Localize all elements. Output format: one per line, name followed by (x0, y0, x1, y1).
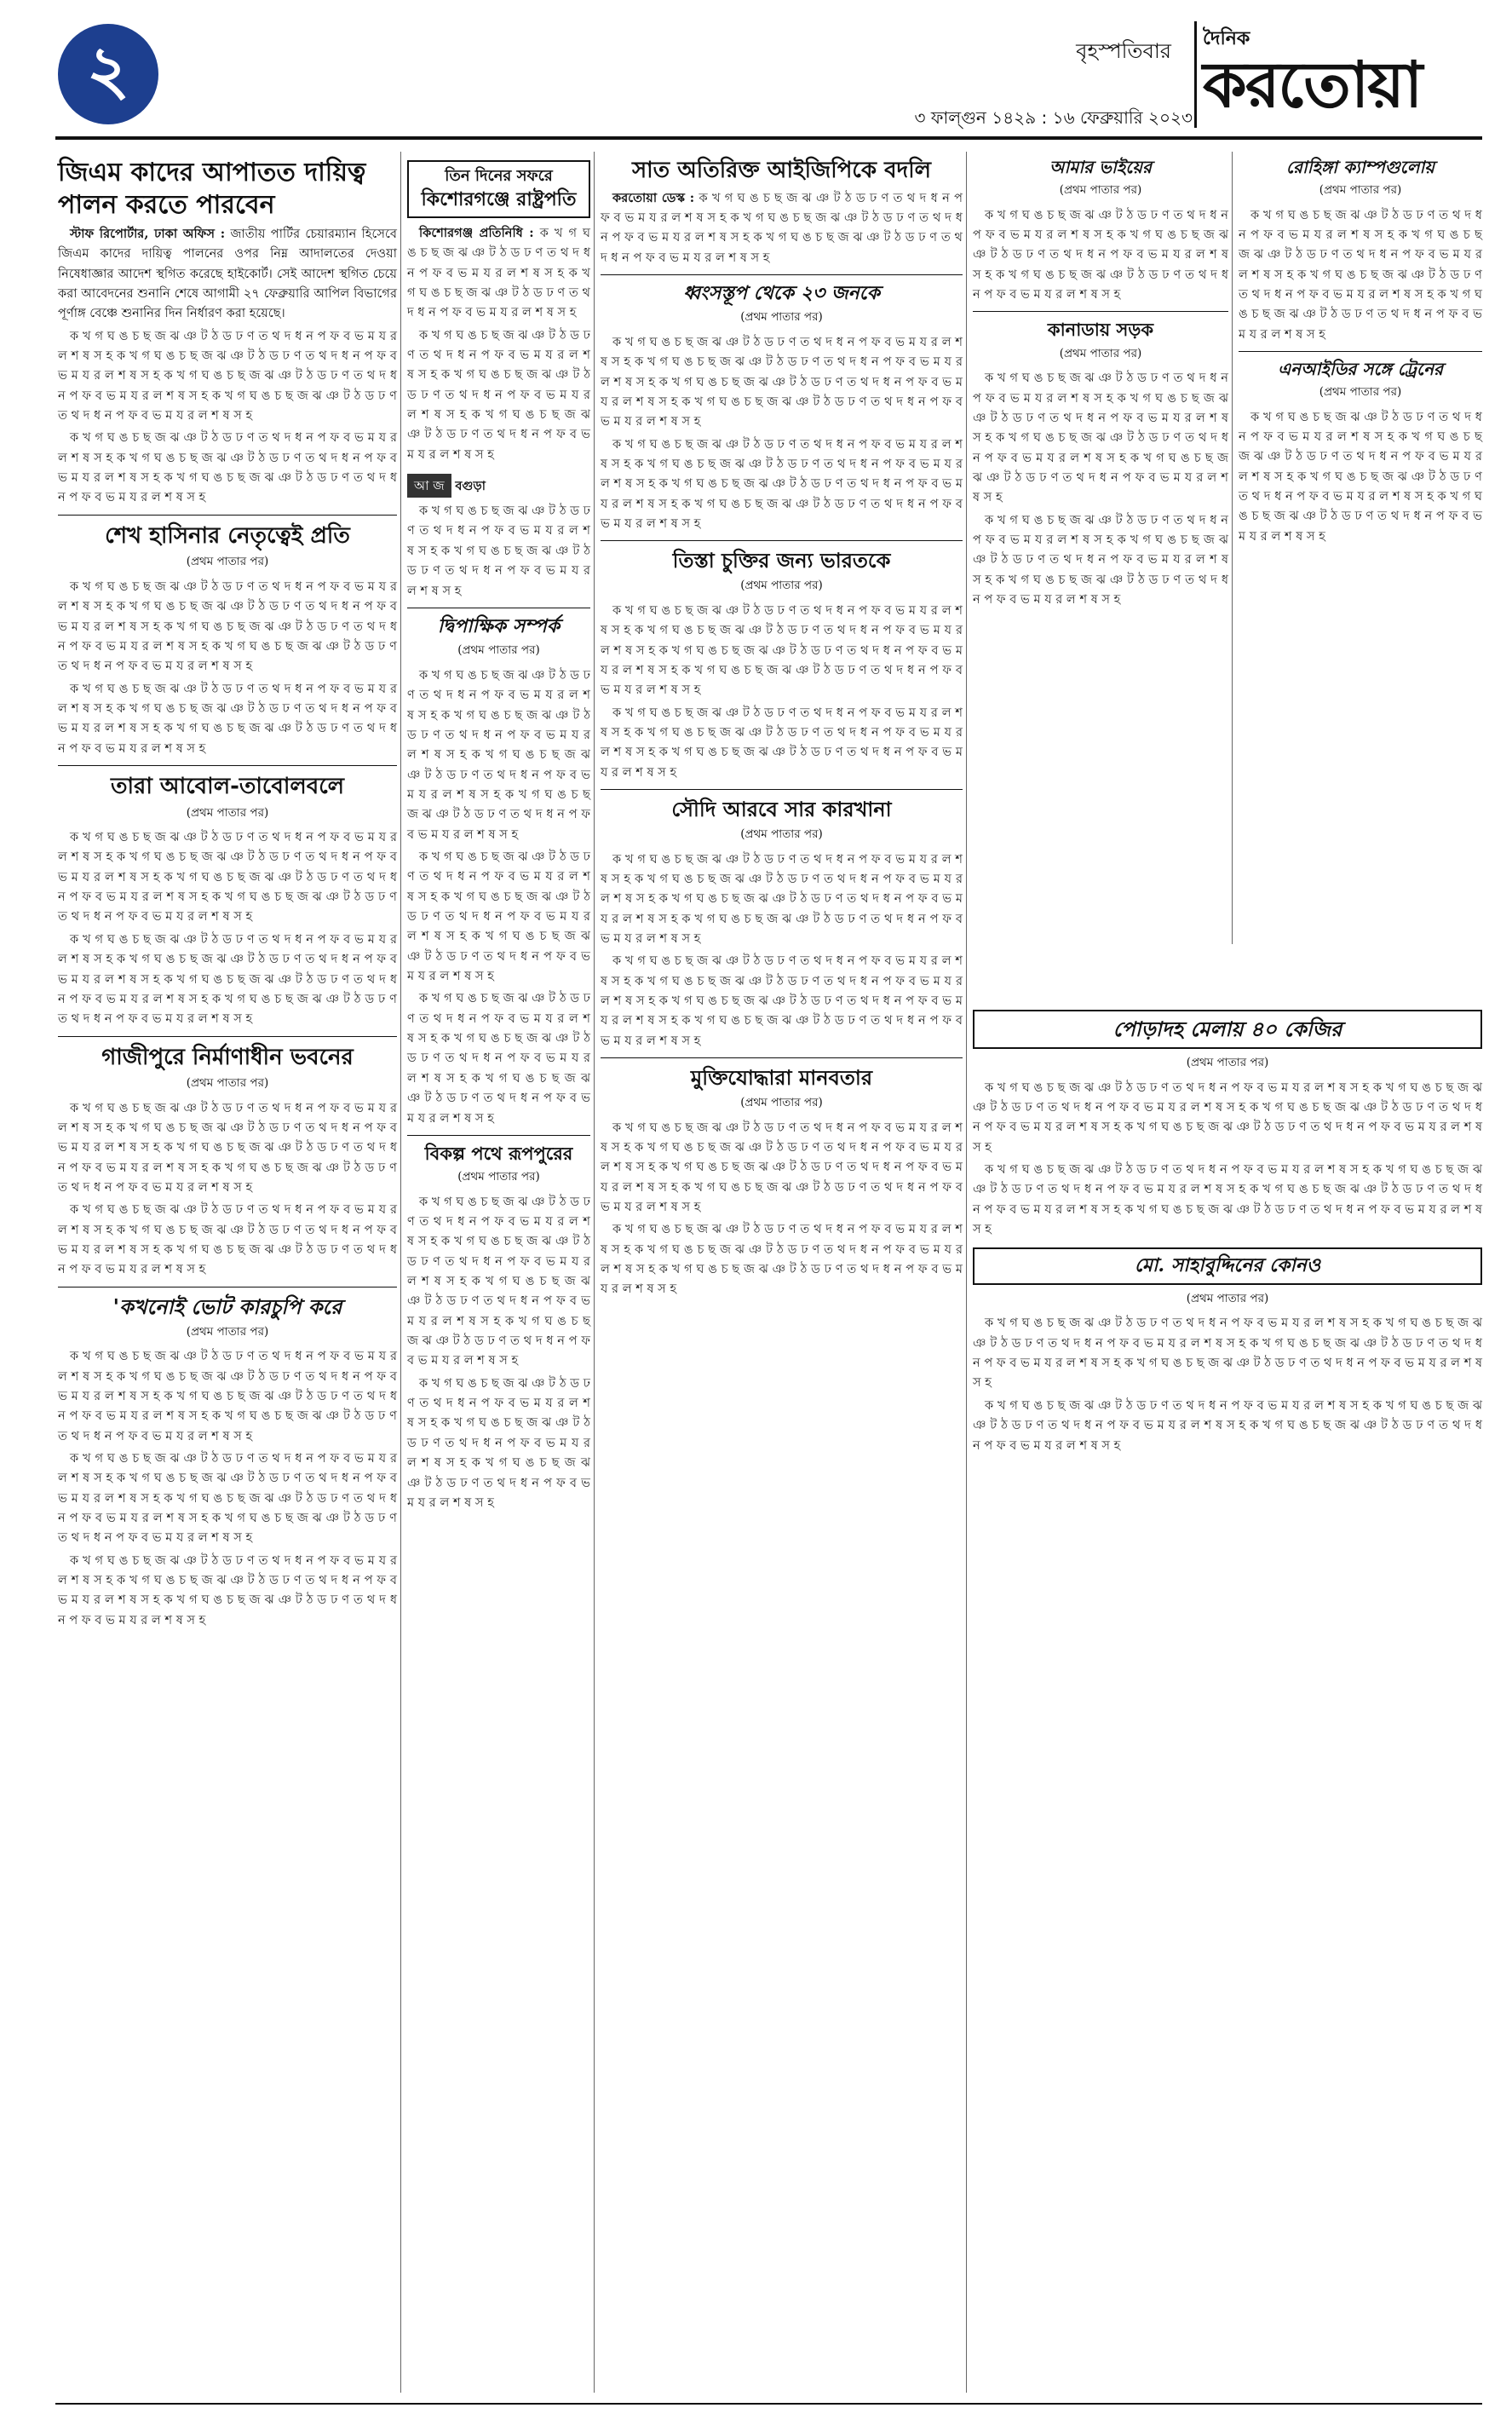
boxed-headline-president (407, 160, 590, 218)
masthead (0, 0, 1512, 149)
divider (601, 789, 963, 790)
continuation-note: (প্রথম পাতার পর) (1319, 385, 1402, 399)
boxed-headline-shahabuddin (973, 1247, 1482, 1285)
divider (407, 1135, 590, 1136)
headline-rooppur: বিকল্প পথে রূপপুরের (424, 1143, 573, 1164)
column-a: জিএম কাদের আপাতত দায়িত্ব পালন করতে পারবেন স্টাফ রিপোর্টার, ঢাকা অফিস : জাতীয় পার্টির চেয়ারম্যান হিসেবে জিএম কাদের দায়িত্ব পালনের ওপর নিম্ন আদালতের দেওয়া নিষেধাজ্ঞার আদেশ স্থগিত করেছে হাইকোর্ট। সেই আদেশ স্থগিত চেয়ে করা আবেদনের শুনানি শেষে আগামী ২৭ ফেব্রুয়ারি আপিল বিভাগের পূর্ণাঙ্গ বেঞ্চে শুনানির দিন নির্ধারণ করা হয়েছে। ক খ গ ঘ ঙ চ ছ জ ঝ ঞ ট ঠ ড ঢ ণ ত থ দ ধ ন প ফ ব ভ ম য র ল শ ষ স হ ক খ গ ঘ ঙ চ ছ জ ঝ ঞ ট ঠ ড ঢ ণ ত থ দ ধ ন প ফ ব ভ ম য র ল শ ষ স হ ক খ গ ঘ ঙ চ ছ জ ঝ ঞ ট ঠ ড ঢ ণ ত থ দ ধ ন প ফ ব ভ ম য র ল শ ষ স হ ক খ গ ঘ ঙ চ ছ জ ঝ ঞ ট ঠ ড ঢ ণ ত থ দ ধ ন প ফ ব ভ ম য র ল শ ষ স হ ক খ গ ঘ ঙ চ ছ জ ঝ ঞ ট ঠ ড ঢ ণ ত থ দ ধ ন প ফ ব ভ ম য র ল শ ষ স হ ক খ গ ঘ ঙ চ ছ জ ঝ ঞ ট ঠ ড ঢ ণ ত থ দ ধ ন প ফ ব ভ ম য র ল শ ষ স হ ক খ গ ঘ ঙ চ ছ জ ঝ ঞ ট ঠ ড ঢ ণ ত থ দ ধ ন প ফ ব ভ ম য র ল শ ষ স হ শেখ হাসিনার নেতৃত্বেই প্রতি (প্রথম পাতার পর) ক খ গ ঘ ঙ চ ছ জ ঝ ঞ ট ঠ ড ঢ ণ ত থ দ ধ ন প ফ ব ভ ম য র ল শ ষ স হ ক খ গ ঘ ঙ চ ছ জ ঝ ঞ ট ঠ ড ঢ ণ ত থ দ ধ ন প ফ ব ভ ম য র ল শ ষ স হ ক খ গ ঘ ঙ চ ছ জ ঝ ঞ ট ঠ ড ঢ ণ ত থ দ ধ ন প ফ ব ভ ম য র ল শ ষ স হ ক খ গ ঘ ঙ চ ছ জ ঝ ঞ ট ঠ ড ঢ ণ ত থ দ ধ ন প ফ ব ভ ম য র ল শ ষ স হ ক খ গ ঘ ঙ চ ছ জ ঝ ঞ ট ঠ ড ঢ ণ ত থ দ ধ ন প ফ ব ভ ম য র ল শ ষ স হ ক খ গ ঘ ঙ চ ছ জ ঝ ঞ ট ঠ ড ঢ ণ ত থ দ ধ ন প ফ ব ভ ম য র ল শ ষ স হ ক খ গ ঘ ঙ চ ছ জ ঝ ঞ ট ঠ ড ঢ ণ ত থ দ ধ ন প ফ ব ভ ম য র ল শ ষ স হ তারা আবোল-তাবোলবলে (প্রথম পাতার পর) ক খ গ ঘ ঙ চ ছ জ ঝ ঞ ট ঠ ড ঢ ণ ত থ দ ধ ন প ফ ব ভ ম য র ল শ ষ স হ ক খ গ ঘ ঙ চ ছ জ ঝ ঞ ট ঠ ড ঢ ণ ত থ দ ধ ন প ফ ব ভ ম য র ল শ ষ স হ ক খ গ ঘ ঙ চ ছ জ ঝ ঞ ট ঠ ড ঢ ণ ত থ দ ধ ন প ফ ব ভ ম য র ল শ ষ স হ ক খ গ ঘ ঙ চ ছ জ ঝ ঞ ট ঠ ড ঢ ণ ত থ দ ধ ন প ফ ব ভ ম য র ল শ ষ স হ ক খ গ ঘ ঙ চ ছ জ ঝ ঞ ট ঠ ড ঢ ণ ত থ দ ধ ন প ফ ব ভ ম য র ল শ ষ স হ ক খ গ ঘ ঙ চ ছ জ ঝ ঞ ট ঠ ড ঢ ণ ত থ দ ধ ন প ফ ব ভ ম য র ল শ ষ স হ ক খ গ ঘ ঙ চ ছ জ ঝ ঞ ট ঠ ড ঢ ণ ত থ দ ধ ন প ফ ব ভ ম য র ল শ ষ স হ ক খ গ ঘ ঙ চ ছ জ ঝ ঞ ট ঠ ড ঢ ণ ত থ দ ধ ন প ফ ব ভ ম য র ল শ ষ স হ গাজীপুরে নির্মাণাধীন ভবনের (প্রথম পাতার পর) ক খ গ ঘ ঙ চ ছ জ ঝ ঞ ট ঠ ড ঢ ণ ত থ দ ধ ন প ফ ব ভ ম য র ল শ ষ স হ ক খ গ ঘ ঙ চ ছ জ ঝ ঞ ট ঠ ড ঢ ণ ত থ দ ধ ন প ফ ব ভ ম য র ল শ ষ স হ ক খ গ ঘ ঙ চ ছ জ ঝ ঞ ট ঠ ড ঢ ণ ত থ দ ধ ন প ফ ব ভ ম য র ল শ ষ স হ ক খ গ ঘ ঙ চ ছ জ ঝ ঞ ট ঠ ড ঢ ণ ত থ দ ধ ন প ফ ব ভ ম য র ল শ ষ স হ ক খ গ ঘ ঙ চ ছ জ ঝ ঞ ট ঠ ড ঢ ণ ত থ দ ধ ন প ফ ব ভ ম য র ল শ ষ স হ ক খ গ ঘ ঙ চ ছ জ ঝ ঞ ট ঠ ড ঢ ণ ত থ দ ধ ন প ফ ব ভ ম য র ল শ ষ স হ ক খ গ ঘ ঙ চ ছ জ ঝ ঞ ট ঠ ড ঢ ণ ত থ দ ধ ন প ফ ব ভ ম য র ল শ ষ স হ 'কখনোই ভোট কারচুপি করে (প্রথম পাতার পর) ক খ গ ঘ ঙ চ ছ জ ঝ ঞ ট ঠ ড ঢ ণ ত থ দ ধ ন প ফ ব ভ ম য র ল শ ষ স হ ক খ গ ঘ ঙ চ ছ জ ঝ ঞ ট ঠ ড ঢ ণ ত থ দ ধ ন প ফ ব ভ ম য র ল শ ষ স হ ক খ গ ঘ ঙ চ ছ জ ঝ ঞ ট ঠ ড ঢ ণ ত থ দ ধ ন প ফ ব ভ ম য র ল শ ষ স হ ক খ গ ঘ ঙ চ ছ জ ঝ ঞ ট ঠ ড ঢ ণ ত থ দ ধ ন প ফ ব ভ ম য র ল শ ষ স হ ক খ গ ঘ ঙ চ ছ জ ঝ ঞ ট ঠ ড ঢ ণ ত থ দ ধ ন প ফ ব ভ ম য র ল শ ষ স হ ক খ গ ঘ ঙ চ ছ জ ঝ ঞ ট ঠ ড ঢ ণ ত থ দ ধ ন প ফ ব ভ ম য র ল শ ষ স হ ক খ গ ঘ ঙ চ ছ জ ঝ ঞ ট ঠ ড ঢ ণ ত থ দ ধ ন প ফ ব ভ ম য র ল শ ষ স হ ক খ গ ঘ ঙ চ ছ জ ঝ ঞ ট ঠ ড ঢ ণ ত থ দ ধ ন প ফ ব ভ ম য র ল শ ষ স হ ক খ গ ঘ ঙ চ ছ জ ঝ ঞ ট ঠ ড ঢ ণ ত থ দ ধ ন প ফ ব ভ ম য র ল শ ষ স হ ক খ গ ঘ ঙ চ ছ জ ঝ ঞ ট ঠ ড ঢ ণ ত থ দ ধ ন প ফ ব ভ ম য র ল শ ষ স হ ক খ গ ঘ ঙ চ ছ জ ঝ ঞ ট ঠ ড ঢ ণ ত থ দ ধ ন প ফ ব ভ ম য র ল শ ষ স হ (58, 158, 397, 1627)
byline: স্টাফ রিপোর্টার, ঢাকা অফিস : (70, 227, 226, 241)
continuation-note: (প্রথম পাতার পর) (186, 805, 269, 820)
section-place: বগুড়া (455, 479, 486, 494)
divider (58, 515, 397, 516)
continuation-note: (প্রথম পাতার পর) (1186, 1056, 1269, 1069)
continuation-note: (প্রথম পাতার পর) (1319, 183, 1402, 197)
byline: করতোয়া ডেস্ক : (612, 190, 695, 205)
continuation-note: (প্রথম পাতার পর) (740, 827, 823, 842)
headline-gazipur: গাজীপুরে নির্মাণাধীন ভবনের (101, 1044, 354, 1070)
headline-igp-transfer: সাত অতিরিক্ত আইজিপিকে বদলি (631, 158, 932, 183)
continuation-note: (প্রথম পাতার পর) (186, 1076, 269, 1091)
continuation-note: (প্রথম পাতার পর) (457, 643, 540, 658)
headline-abol-tabol: তারা আবোল-তাবোলবলে (110, 774, 345, 799)
boxed-headline-poradah (973, 1010, 1482, 1049)
headline-nid-train: এনআইডির সঙ্গে ট্রেনের (1277, 359, 1444, 379)
headline-teesta: তিস্তা চুক্তির জন্য ভারতকে (672, 549, 891, 573)
continuation-note: (প্রথম পাতার পর) (1059, 346, 1142, 360)
column-separator (400, 152, 401, 2393)
column-c: সাত অতিরিক্ত আইজিপিকে বদলি করতোয়া ডেস্ক : ক খ গ ঘ ঙ চ ছ জ ঝ ঞ ট ঠ ড ঢ ণ ত থ দ ধ ন প ফ ব ভ ম য র ল শ ষ স হ ক খ গ ঘ ঙ চ ছ জ ঝ ঞ ট ঠ ড ঢ ণ ত থ দ ধ ন প ফ ব ভ ম য র ল শ ষ স হ ক খ গ ঘ ঙ চ ছ জ ঝ ঞ ট ঠ ড ঢ ণ ত থ দ ধ ন প ফ ব ভ ম য র ল শ ষ স হ ধ্বংসস্তূপ থেকে ২৩ জনকে (প্রথম পাতার পর) ক খ গ ঘ ঙ চ ছ জ ঝ ঞ ট ঠ ড ঢ ণ ত থ দ ধ ন প ফ ব ভ ম য র ল শ ষ স হ ক খ গ ঘ ঙ চ ছ জ ঝ ঞ ট ঠ ড ঢ ণ ত থ দ ধ ন প ফ ব ভ ম য র ল শ ষ স হ ক খ গ ঘ ঙ চ ছ জ ঝ ঞ ট ঠ ড ঢ ণ ত থ দ ধ ন প ফ ব ভ ম য র ল শ ষ স হ ক খ গ ঘ ঙ চ ছ জ ঝ ঞ ট ঠ ড ঢ ণ ত থ দ ধ ন প ফ ব ভ ম য র ল শ ষ স হ ক খ গ ঘ ঙ চ ছ জ ঝ ঞ ট ঠ ড ঢ ণ ত থ দ ধ ন প ফ ব ভ ম য র ল শ ষ স হ ক খ গ ঘ ঙ চ ছ জ ঝ ঞ ট ঠ ড ঢ ণ ত থ দ ধ ন প ফ ব ভ ম য র ল শ ষ স হ ক খ গ ঘ ঙ চ ছ জ ঝ ঞ ট ঠ ড ঢ ণ ত থ দ ধ ন প ফ ব ভ ম য র ল শ ষ স হ ক খ গ ঘ ঙ চ ছ জ ঝ ঞ ট ঠ ড ঢ ণ ত থ দ ধ ন প ফ ব ভ ম য র ল শ ষ স হ তিস্তা চুক্তির জন্য ভারতকে (প্রথম পাতার পর) ক খ গ ঘ ঙ চ ছ জ ঝ ঞ ট ঠ ড ঢ ণ ত থ দ ধ ন প ফ ব ভ ম য র ল শ ষ স হ ক খ গ ঘ ঙ চ ছ জ ঝ ঞ ট ঠ ড ঢ ণ ত থ দ ধ ন প ফ ব ভ ম য র ল শ ষ স হ ক খ গ ঘ ঙ চ ছ জ ঝ ঞ ট ঠ ড ঢ ণ ত থ দ ধ ন প ফ ব ভ ম য র ল শ ষ স হ ক খ গ ঘ ঙ চ ছ জ ঝ ঞ ট ঠ ড ঢ ণ ত থ দ ধ ন প ফ ব ভ ম য র ল শ ষ স হ ক খ গ ঘ ঙ চ ছ জ ঝ ঞ ট ঠ ড ঢ ণ ত থ দ ধ ন প ফ ব ভ ম য র ল শ ষ স হ ক খ গ ঘ ঙ চ ছ জ ঝ ঞ ট ঠ ড ঢ ণ ত থ দ ধ ন প ফ ব ভ ম য র ল শ ষ স হ ক খ গ ঘ ঙ চ ছ জ ঝ ঞ ট ঠ ড ঢ ণ ত থ দ ধ ন প ফ ব ভ ম য র ল শ ষ স হ সৌদি আরবে সার কারখানা (প্রথম পাতার পর) ক খ গ ঘ ঙ চ ছ জ ঝ ঞ ট ঠ ড ঢ ণ ত থ দ ধ ন প ফ ব ভ ম য র ল শ ষ স হ ক খ গ ঘ ঙ চ ছ জ ঝ ঞ ট ঠ ড ঢ ণ ত থ দ ধ ন প ফ ব ভ ম য র ল শ ষ স হ ক খ গ ঘ ঙ চ ছ জ ঝ ঞ ট ঠ ড ঢ ণ ত থ দ ধ ন প ফ ব ভ ম য র ল শ ষ স হ ক খ গ ঘ ঙ চ ছ জ ঝ ঞ ট ঠ ড ঢ ণ ত থ দ ধ ন প ফ ব ভ ম য র ল শ ষ স হ ক খ গ ঘ ঙ চ ছ জ ঝ ঞ ট ঠ ড ঢ ণ ত থ দ ধ ন প ফ ব ভ ম য র ল শ ষ স হ ক খ গ ঘ ঙ চ ছ জ ঝ ঞ ট ঠ ড ঢ ণ ত থ দ ধ ন প ফ ব ভ ম য র ল শ ষ স হ ক খ গ ঘ ঙ চ ছ জ ঝ ঞ ট ঠ ড ঢ ণ ত থ দ ধ ন প ফ ব ভ ম য র ল শ ষ স হ ক খ গ ঘ ঙ চ ছ জ ঝ ঞ ট ঠ ড ঢ ণ ত থ দ ধ ন প ফ ব ভ ম য র ল শ ষ স হ মুক্তিযোদ্ধারা মানবতার (প্রথম পাতার পর) ক খ গ ঘ ঙ চ ছ জ ঝ ঞ ট ঠ ড ঢ ণ ত থ দ ধ ন প ফ ব ভ ম য র ল শ ষ স হ ক খ গ ঘ ঙ চ ছ জ ঝ ঞ ট ঠ ড ঢ ণ ত থ দ ধ ন প ফ ব ভ ম য র ল শ ষ স হ ক খ গ ঘ ঙ চ ছ জ ঝ ঞ ট ঠ ড ঢ ণ ত থ দ ধ ন প ফ ব ভ ম য র ল শ ষ স হ ক খ গ ঘ ঙ চ ছ জ ঝ ঞ ট ঠ ড ঢ ণ ত থ দ ধ ন প ফ ব ভ ম য র ল শ ষ স হ ক খ গ ঘ ঙ চ ছ জ ঝ ঞ ট ঠ ড ঢ ণ ত থ দ ধ ন প ফ ব ভ ম য র ল শ ষ স হ ক খ গ ঘ ঙ চ ছ জ ঝ ঞ ট ঠ ড ঢ ণ ত থ দ ধ ন প ফ ব ভ ম য র ল শ ষ স হ ক খ গ ঘ ঙ চ ছ জ ঝ ঞ ট ঠ ড ঢ ণ ত থ দ ধ ন প ফ ব ভ ম য র ল শ ষ স হ (601, 158, 963, 1297)
page-number-badge: ২ (58, 24, 158, 124)
logo-prefix: দৈনিক (1203, 28, 1250, 49)
header-rule (55, 136, 1482, 140)
column-separator (1232, 152, 1233, 944)
continuation-note: (প্রথম পাতার পর) (740, 1096, 823, 1110)
headline-my-brother: আমার ভাইয়ের (1049, 157, 1153, 177)
section-tag: আ জ (407, 474, 451, 498)
continuation-note: (প্রথম পাতার পর) (186, 1324, 269, 1339)
headline-jm-kader: জিএম কাদের আপাতত দায়িত্ব পালন করতে পারবেন (58, 158, 366, 220)
headline-canada-road: কানাডায় সড়ক (1047, 320, 1154, 341)
column-e: রোহিঙ্গা ক্যাম্পগুলোয় (প্রথম পাতার পর) ক খ গ ঘ ঙ চ ছ জ ঝ ঞ ট ঠ ড ঢ ণ ত থ দ ধ ন প ফ ব ভ ম য র ল শ ষ স হ ক খ গ ঘ ঙ চ ছ জ ঝ ঞ ট ঠ ড ঢ ণ ত থ দ ধ ন প ফ ব ভ ম য র ল শ ষ স হ ক খ গ ঘ ঙ চ ছ জ ঝ ঞ ট ঠ ড ঢ ণ ত থ দ ধ ন প ফ ব ভ ম য র ল শ ষ স হ ক খ গ ঘ ঙ চ ছ জ ঝ ঞ ট ঠ ড ঢ ণ ত থ দ ধ ন প ফ ব ভ ম য র ল শ ষ স হ এনআইডির সঙ্গে ট্রেনের (প্রথম পাতার পর) ক খ গ ঘ ঙ চ ছ জ ঝ ঞ ট ঠ ড ঢ ণ ত থ দ ধ ন প ফ ব ভ ম য র ল শ ষ স হ ক খ গ ঘ ঙ চ ছ জ ঝ ঞ ট ঠ ড ঢ ণ ত থ দ ধ ন প ফ ব ভ ম য র ল শ ষ স হ ক খ গ ঘ ঙ চ ছ জ ঝ ঞ ট ঠ ড ঢ ণ ত থ দ ধ ন প ফ ব ভ ম য র ল শ ষ স হ ক খ গ ঘ ঙ চ ছ জ ঝ ঞ ট ঠ ড ঢ ণ ত থ দ ধ ন প ফ ব ভ ম য র ল শ ষ স হ (1239, 157, 1482, 544)
headline-rubble: ধ্বংসস্তূপ থেকে ২৩ জনকে (682, 281, 881, 304)
headline-rohingya: রোহিঙ্গা ক্যাম্পগুলোয় (1285, 157, 1435, 177)
headline-saudi-fertilizer: সৌদি আরবে সার কারখানা (671, 798, 892, 822)
column-b: তিন দিনের সফরে কিশোরগঞ্জে রাষ্ট্রপতি কিশোরগঞ্জ প্রতিনিধি : ক খ গ ঘ ঙ চ ছ জ ঝ ঞ ট ঠ ড ঢ ণ ত থ দ ধ ন প ফ ব ভ ম য র ল শ ষ স হ ক খ গ ঘ ঙ চ ছ জ ঝ ঞ ট ঠ ড ঢ ণ ত থ দ ধ ন প ফ ব ভ ম য র ল শ ষ স হ ক খ গ ঘ ঙ চ ছ জ ঝ ঞ ট ঠ ড ঢ ণ ত থ দ ধ ন প ফ ব ভ ম য র ল শ ষ স হ ক খ গ ঘ ঙ চ ছ জ ঝ ঞ ট ঠ ড ঢ ণ ত থ দ ধ ন প ফ ব ভ ম য র ল শ ষ স হ ক খ গ ঘ ঙ চ ছ জ ঝ ঞ ট ঠ ড ঢ ণ ত থ দ ধ ন প ফ ব ভ ম য র ল শ ষ স হ আ জ বগুড়া ক খ গ ঘ ঙ চ ছ জ ঝ ঞ ট ঠ ড ঢ ণ ত থ দ ধ ন প ফ ব ভ ম য র ল শ ষ স হ ক খ গ ঘ ঙ চ ছ জ ঝ ঞ ট ঠ ড ঢ ণ ত থ দ ধ ন প ফ ব ভ ম য র ল শ ষ স হ দ্বিপাক্ষিক সম্পর্ক (প্রথম পাতার পর) ক খ গ ঘ ঙ চ ছ জ ঝ ঞ ট ঠ ড ঢ ণ ত থ দ ধ ন প ফ ব ভ ম য র ল শ ষ স হ ক খ গ ঘ ঙ চ ছ জ ঝ ঞ ট ঠ ড ঢ ণ ত থ দ ধ ন প ফ ব ভ ম য র ল শ ষ স হ ক খ গ ঘ ঙ চ ছ জ ঝ ঞ ট ঠ ড ঢ ণ ত থ দ ধ ন প ফ ব ভ ম য র ল শ ষ স হ ক খ গ ঘ ঙ চ ছ জ ঝ ঞ ট ঠ ড ঢ ণ ত থ দ ধ ন প ফ ব ভ ম য র ল শ ষ স হ ক খ গ ঘ ঙ চ ছ জ ঝ ঞ ট ঠ ড ঢ ণ ত থ দ ধ ন প ফ ব ভ ম য র ল শ ষ স হ ক খ গ ঘ ঙ চ ছ জ ঝ ঞ ট ঠ ড ঢ ণ ত থ দ ধ ন প ফ ব ভ ম য র ল শ ষ স হ ক খ গ ঘ ঙ চ ছ জ ঝ ঞ ট ঠ ড ঢ ণ ত থ দ ধ ন প ফ ব ভ ম য র ল শ ষ স হ ক খ গ ঘ ঙ চ ছ জ ঝ ঞ ট ঠ ড ঢ ণ ত থ দ ধ ন প ফ ব ভ ম য র ল শ ষ স হ ক খ গ ঘ ঙ চ ছ জ ঝ ঞ ট ঠ ড ঢ ণ ত থ দ ধ ন প ফ ব ভ ম য র ল শ ষ স হ ক খ গ ঘ ঙ চ ছ জ ঝ ঞ ট ঠ ড ঢ ণ ত থ দ ধ ন প ফ ব ভ ম য র ল শ ষ স হ বিকল্প পথে রূপপুরের (প্রথম পাতার পর) ক খ গ ঘ ঙ চ ছ জ ঝ ঞ ট ঠ ড ঢ ণ ত থ দ ধ ন প ফ ব ভ ম য র ল শ ষ স হ ক খ গ ঘ ঙ চ ছ জ ঝ ঞ ট ঠ ড ঢ ণ ত থ দ ধ ন প ফ ব ভ ম য র ল শ ষ স হ ক খ গ ঘ ঙ চ ছ জ ঝ ঞ ট ঠ ড ঢ ণ ত থ দ ধ ন প ফ ব ভ ম য র ল শ ষ স হ ক খ গ ঘ ঙ চ ছ জ ঝ ঞ ট ঠ ড ঢ ণ ত থ দ ধ ন প ফ ব ভ ম য র ল শ ষ স হ ক খ গ ঘ ঙ চ ছ জ ঝ ঞ ট ঠ ড ঢ ণ ত থ দ ধ ন প ফ ব ভ ম য র ল শ ষ স হ ক খ গ ঘ ঙ চ ছ জ ঝ ঞ ট ঠ ড ঢ ণ ত থ দ ধ ন প ফ ব ভ ম য র ল শ ষ স হ ক খ গ ঘ ঙ চ ছ জ ঝ ঞ ট ঠ ড ঢ ণ ত থ দ ধ ন প ফ ব ভ ম য র ল শ ষ স হ (407, 152, 590, 1515)
logo-title: করতোয়া (1203, 49, 1422, 122)
column-separator (594, 152, 595, 2393)
divider (58, 765, 397, 766)
lower-right-block: পোড়াদহ মেলায় ৪০ কেজির (প্রথম পাতার পর) ক খ গ ঘ ঙ চ ছ জ ঝ ঞ ট ঠ ড ঢ ণ ত থ দ ধ ন প ফ ব ভ ম য র ল শ ষ স হ ক খ গ ঘ ঙ চ ছ জ ঝ ঞ ট ঠ ড ঢ ণ ত থ দ ধ ন প ফ ব ভ ম য র ল শ ষ স হ ক খ গ ঘ ঙ চ ছ জ ঝ ঞ ট ঠ ড ঢ ণ ত থ দ ধ ন প ফ ব ভ ম য র ল শ ষ স হ ক খ গ ঘ ঙ চ ছ জ ঝ ঞ ট ঠ ড ঢ ণ ত থ দ ধ ন প ফ ব ভ ম য র ল শ ষ স হ ক খ গ ঘ ঙ চ ছ জ ঝ ঞ ট ঠ ড ঢ ণ ত থ দ ধ ন প ফ ব ভ ম য র ল শ ষ স হ ক খ গ ঘ ঙ চ ছ জ ঝ ঞ ট ঠ ড ঢ ণ ত থ দ ধ ন প ফ ব ভ ম য র ল শ ষ স হ ক খ গ ঘ ঙ চ ছ জ ঝ ঞ ট ঠ ড ঢ ণ ত থ দ ধ ন প ফ ব ভ ম য র ল শ ষ স হ ক খ গ ঘ ঙ চ ছ জ ঝ ঞ ট ঠ ড ঢ ণ ত থ দ ধ ন প ফ ব ভ ম য র ল শ ষ স হ মো. সাহাবুদ্দিনের কোনও (প্রথম পাতার পর) ক খ গ ঘ ঙ চ ছ জ ঝ ঞ ট ঠ ড ঢ ণ ত থ দ ধ ন প ফ ব ভ ম য র ল শ ষ স হ ক খ গ ঘ ঙ চ ছ জ ঝ ঞ ট ঠ ড ঢ ণ ত থ দ ধ ন প ফ ব ভ ম য র ল শ ষ স হ ক খ গ ঘ ঙ চ ছ জ ঝ ঞ ট ঠ ড ঢ ণ ত থ দ ধ ন প ফ ব ভ ম য র ল শ ষ স হ ক খ গ ঘ ঙ চ ছ জ ঝ ঞ ট ঠ ড ঢ ণ ত থ দ ধ ন প ফ ব ভ ম য র ল শ ষ স হ ক খ গ ঘ ঙ চ ছ জ ঝ ঞ ট ঠ ড ঢ ণ ত থ দ ধ ন প ফ ব ভ ম য র ল শ ষ স হ ক খ গ ঘ ঙ চ ছ জ ঝ ঞ ট ঠ ড ঢ ণ ত থ দ ধ ন প ফ ব ভ ম য র ল শ ষ স হ ক খ গ ঘ ঙ চ ছ জ ঝ ঞ ট ঠ ড ঢ ণ ত থ দ ধ ন প ফ ব ভ ম য র ল শ ষ স হ (973, 1001, 1482, 1458)
continuation-note: (প্রথম পাতার পর) (740, 310, 823, 325)
divider (58, 1036, 397, 1037)
headline-bilateral: দ্বিপাক্ষিক সম্পর্ক (437, 614, 561, 637)
continuation-note: (প্রথম পাতার পর) (740, 579, 823, 593)
headline-president: কিশোরগঞ্জে রাষ্ট্রপতি (421, 188, 577, 210)
divider (58, 1287, 397, 1288)
headline-president-small: তিন দিনের সফরে (445, 167, 553, 185)
continuation-note: (প্রথম পাতার পর) (1186, 1291, 1269, 1305)
headline-shahabuddin: মো. সাহাবুদ্দিনের কোনও (1134, 1254, 1321, 1277)
headline-sheikh-hasina: শেখ হাসিনার নেতৃত্বেই প্রতি (105, 522, 350, 549)
divider (601, 274, 963, 275)
divider (601, 540, 963, 541)
byline: কিশোরগঞ্জ প্রতিনিধি : (419, 226, 534, 240)
masthead-divider (1194, 21, 1197, 128)
newspaper-logo (1203, 19, 1475, 121)
divider (1239, 351, 1482, 352)
continuation-note: (প্রথম পাতার পর) (457, 1170, 540, 1184)
column-separator (966, 152, 967, 2393)
headline-vote-rigging: 'কখনোই ভোট কারচুপি করে (112, 1293, 342, 1319)
headline-freedom-fighters: মুক্তিযোদ্ধারা মানবতার (690, 1066, 873, 1091)
continuation-note: (প্রথম পাতার পর) (1059, 183, 1142, 197)
date-line: ৩ ফাল্গুন ১৪২৯ : ১৬ ফেব্রুয়ারি ২০২৩ (914, 107, 1193, 128)
article-lead: জাতীয় পার্টির চেয়ারম্যান হিসেবে জিএম কাদের দায়িত্ব পালনের ওপর নিম্ন আদালতের দেওয়া নিষেধাজ্ঞার আদেশ স্থগিত করেছে হাইকোর্ট। সেই আদেশ স্থগিত চেয়ে করা আবেদনের শুনানি শেষে আগামী ২৭ ফেব্রুয়ারি আপিল বিভাগের পূর্ণাঙ্গ বেঞ্চে শুনানির দিন নির্ধারণ করা হয়েছে। (58, 227, 397, 321)
continuation-note: (প্রথম পাতার পর) (186, 555, 269, 569)
weekday: বৃহস্পতিবার (1076, 39, 1171, 63)
footer-rule (55, 2403, 1482, 2405)
divider (601, 1057, 963, 1058)
column-d: আমার ভাইয়ের (প্রথম পাতার পর) ক খ গ ঘ ঙ চ ছ জ ঝ ঞ ট ঠ ড ঢ ণ ত থ দ ধ ন প ফ ব ভ ম য র ল শ ষ স হ ক খ গ ঘ ঙ চ ছ জ ঝ ঞ ট ঠ ড ঢ ণ ত থ দ ধ ন প ফ ব ভ ম য র ল শ ষ স হ ক খ গ ঘ ঙ চ ছ জ ঝ ঞ ট ঠ ড ঢ ণ ত থ দ ধ ন প ফ ব ভ ম য র ল শ ষ স হ কানাডায় সড়ক (প্রথম পাতার পর) ক খ গ ঘ ঙ চ ছ জ ঝ ঞ ট ঠ ড ঢ ণ ত থ দ ধ ন প ফ ব ভ ম য র ল শ ষ স হ ক খ গ ঘ ঙ চ ছ জ ঝ ঞ ট ঠ ড ঢ ণ ত থ দ ধ ন প ফ ব ভ ম য র ল শ ষ স হ ক খ গ ঘ ঙ চ ছ জ ঝ ঞ ট ঠ ড ঢ ণ ত থ দ ধ ন প ফ ব ভ ম য র ল শ ষ স হ ক খ গ ঘ ঙ চ ছ জ ঝ ঞ ট ঠ ড ঢ ণ ত থ দ ধ ন প ফ ব ভ ম য র ল শ ষ স হ ক খ গ ঘ ঙ চ ছ জ ঝ ঞ ট ঠ ড ঢ ণ ত থ দ ধ ন প ফ ব ভ ম য র ল শ ষ স হ ক খ গ ঘ ঙ চ ছ জ ঝ ঞ ট ঠ ড ঢ ণ ত থ দ ধ ন প ফ ব ভ ম য র ল শ ষ স হ ক খ গ ঘ ঙ চ ছ জ ঝ ঞ ট ঠ ড ঢ ণ ত থ দ ধ ন প ফ ব ভ ম য র ল শ ষ স হ (973, 157, 1228, 607)
divider (973, 311, 1228, 312)
headline-poradah-fair: পোড়াদহ মেলায় ৪০ কেজির (1112, 1017, 1342, 1041)
